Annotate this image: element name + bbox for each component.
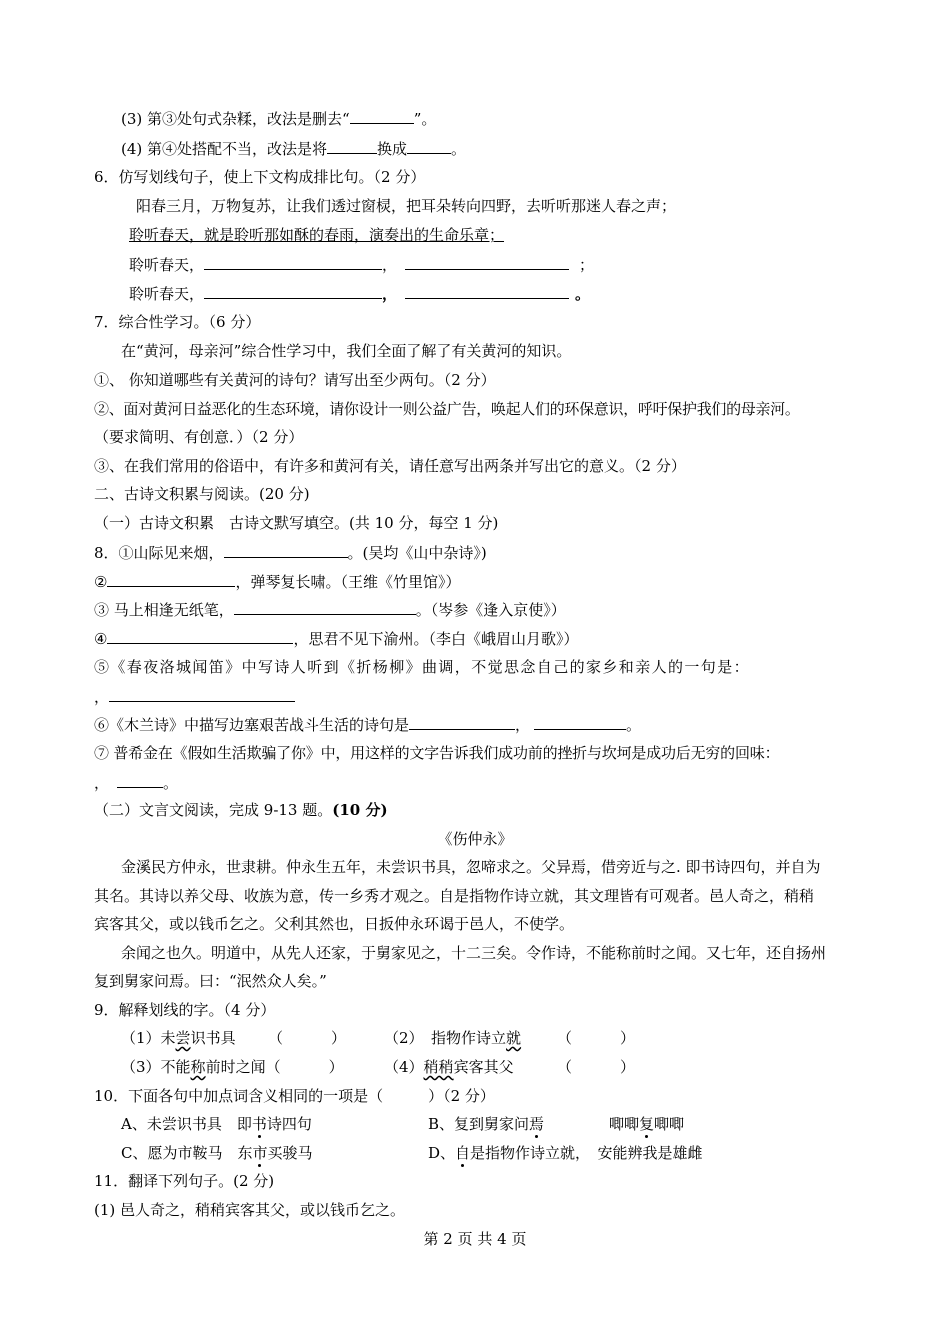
q10-option-b-example: 唧唧复唧唧 (609, 1115, 685, 1133)
question-9: 9．解释划线的字。（4 分） (94, 1001, 276, 1019)
passage-line: 金溪民方仲永，世隶耕。仲永生五年，未尝识书具，忽啼求之。父异焉，借旁近与之. 即书诗四句，并自为 (121, 858, 821, 876)
q5-item-3: (3) 第③处句式杂糅，改法是删去“ ”。 (121, 110, 437, 128)
section-2-heading: 二、古诗文积累与阅读。(20 分) (94, 485, 310, 503)
q6-answer-line-1: 聆听春天， ， ； (129, 256, 595, 274)
passage-line: 复到舅家问焉。曰：“泯然众人矣。” (94, 972, 327, 990)
q9-answer-paren[interactable]: （ ） (557, 1058, 636, 1076)
q9-answer-paren[interactable]: （ ） (557, 1029, 636, 1047)
passage-line: 余闻之也久。明道中，从先人还家，于舅家见之，十二三矣。令作诗，不能称前时之闻。又七年，还自扬州 (121, 944, 827, 962)
q6-underlined-sentence: 聆听春天，就是聆听那如酥的春雨，演奏出的生命乐章； (129, 226, 505, 244)
answer-blank[interactable] (107, 628, 293, 644)
answer-blank[interactable] (204, 283, 382, 299)
q8-item-5: ⑤《春夜洛城闻笛》中写诗人听到《折杨柳》曲调，不觉思念自己的家乡和亲人的一句是： (94, 658, 751, 676)
q8-item-5-answer: ， (94, 686, 295, 707)
q10-option-c[interactable]: C、愿为市鞍马 东市买骏马 (121, 1144, 313, 1162)
q10-option-b[interactable]: B、复到舅家问焉 (428, 1115, 545, 1133)
answer-blank[interactable] (204, 254, 382, 270)
page-footer: 第 2 页 共 4 页 (423, 1230, 527, 1248)
answer-blank[interactable] (234, 599, 416, 615)
answer-blank[interactable] (109, 686, 295, 702)
q8-item-3: ③ 马上相逢无纸笔， 。（岑参《逢入京使》） (94, 601, 566, 619)
q9-row-4: （4）稍稍宾客其父 (384, 1058, 514, 1076)
q7-item-2-note: （要求简明、有创意．）（2 分） (94, 428, 304, 446)
q8-item-1: 8．①山际见来烟， 。(吴均《山中杂诗》) (94, 544, 487, 562)
q8-item-2: ② ，弹琴复长啸。（王维《竹里馆》） (94, 573, 461, 591)
answer-blank[interactable] (117, 772, 163, 788)
q6-answer-line-2: 聆听春天， ， 。 (129, 285, 591, 303)
question-11: 11．翻译下列句子。(2 分) (94, 1172, 275, 1190)
answer-blank[interactable] (350, 108, 414, 124)
answer-blank[interactable] (107, 571, 235, 587)
q9-row-2: （2） 指物作诗立就 (384, 1029, 522, 1047)
answer-blank[interactable] (405, 283, 569, 299)
answer-blank[interactable] (534, 714, 626, 730)
answer-blank[interactable] (224, 542, 348, 558)
q8-item-7: ⑦ 普希金在《假如生活欺骗了你》中，用这样的文字告诉我们成功前的挫折与坎坷是成功后无穷的回味： (94, 744, 780, 762)
question-6: 6．仿写划线句子，使上下文构成排比句。（2 分） (94, 168, 426, 186)
q7-intro: 在“黄河，母亲河”综合性学习中，我们全面了解了有关黄河的知识。 (121, 342, 572, 360)
question-7: 7．综合性学习。（6 分） (94, 313, 261, 331)
q9-row-1: （1）未尝识书具 (121, 1029, 236, 1047)
q5-item-4: (4) 第④处搭配不当，改法是将 换成 。 (121, 140, 467, 158)
q7-item-2: ②、面对黄河日益恶化的生态环境，请你设计一则公益广告，唤起人们的环保意识，呼吁保护我们的母亲河。 (94, 400, 800, 418)
q9-answer-paren[interactable]: （ ） (268, 1029, 347, 1047)
answer-blank[interactable] (405, 254, 569, 270)
question-10: 10．下面各句中加点词含义相同的一项是（ ）（2 分） (94, 1087, 495, 1105)
q9-row-3: （3）不能称前时之闻（ ） (121, 1058, 344, 1076)
q8-item-4: ④ ，思君不见下渝州。（李白《峨眉山月歌》） (94, 630, 579, 648)
q10-option-d[interactable]: D、自是指物作诗立就， 安能辨我是雄雌 (428, 1144, 703, 1162)
q8-item-6: ⑥《木兰诗》中描写边塞艰苦战斗生活的诗句是 ， 。 (94, 716, 642, 734)
passage-line: 宾客其父，或以钱币乞之。父利其然也，日扳仲永环谒于邑人，不使学。 (94, 915, 575, 933)
passage-line: 其名。其诗以养父母、收族为意，传一乡秀才观之。自是指物作诗立就，其文理皆有可观者。邑人奇之，稍稍 (94, 887, 815, 905)
section-2-part-2: （二）文言文阅读，完成 9-13 题。(10 分) (94, 801, 388, 819)
q7-item-1: ①、 你知道哪些有关黄河的诗句？请写出至少两句。（2 分） (94, 371, 496, 389)
answer-blank[interactable] (327, 138, 377, 154)
section-2-part-1: （一）古诗文积累 古诗文默写填空。(共 10 分，每空 1 分) (94, 514, 499, 532)
q11-item-1: (1) 邑人奇之，稍稍宾客其父，或以钱币乞之。 (94, 1201, 406, 1219)
passage-title: 《伤仲永》 (437, 830, 513, 848)
q8-item-7-answer: ， 。 (94, 774, 179, 792)
q7-item-3: ③、在我们常用的俗语中，有许多和黄河有关，请任意写出两条并写出它的意义。（2 分） (94, 457, 686, 475)
q10-option-a[interactable]: A、未尝识书具 即书诗四句 (121, 1115, 312, 1133)
q6-passage: 阳春三月，万物复苏，让我们透过窗棂，把耳朵转向四野，去听听那迷人春之声； (136, 197, 677, 215)
answer-blank[interactable] (407, 138, 451, 154)
answer-blank[interactable] (409, 714, 515, 730)
